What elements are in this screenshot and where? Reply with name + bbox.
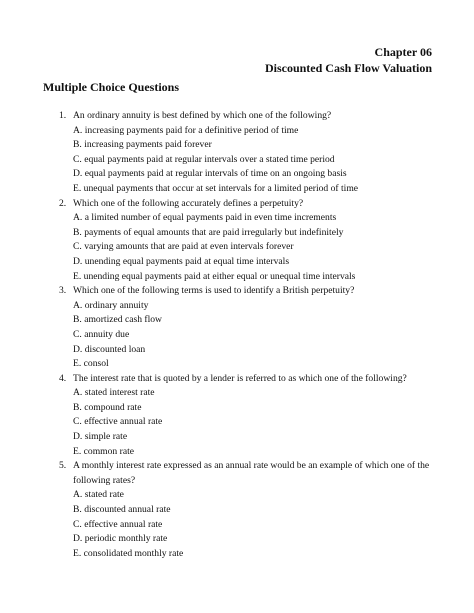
answer-option: B. discounted annual rate: [73, 504, 171, 516]
question-5: [43, 459, 443, 561]
answer-option: C. annuity due: [73, 328, 130, 340]
answer-option: D. periodic monthly rate: [73, 533, 168, 545]
answer-option: D. unending equal payments paid at equal time intervals: [73, 255, 290, 267]
question-text: Which one of the following terms is used to identify a British perpetuity?: [73, 285, 355, 297]
answer-option: A. increasing payments paid for a definitive period of time: [73, 124, 299, 136]
answer-option: B. compound rate: [73, 401, 142, 413]
answer-option: E. unequal payments that occur at set intervals for a limited period of time: [73, 182, 359, 194]
question-number: 4.: [59, 372, 67, 384]
question-list: [43, 109, 443, 561]
section-title: Multiple Choice Questions: [43, 80, 180, 94]
answer-option: C. effective annual rate: [73, 416, 163, 428]
question-1: [43, 109, 443, 197]
answer-option: C. varying amounts that are paid at even intervals forever: [73, 241, 294, 253]
question-number: 3.: [59, 285, 67, 297]
answer-option: E. consolidated monthly rate: [73, 547, 184, 559]
chapter-title: Discounted Cash Flow Valuation: [264, 61, 432, 75]
answer-option: B. increasing payments paid forever: [73, 139, 212, 151]
question-number: 2.: [59, 197, 67, 209]
question-text: The interest rate that is quoted by a lender is referred to as which one of the following?: [73, 372, 407, 384]
chapter-number: Chapter 06: [374, 45, 432, 59]
question-number: 5.: [59, 460, 67, 472]
answer-option: E. consol: [73, 358, 109, 370]
question-text: An ordinary annuity is best defined by which one of the following?: [73, 110, 332, 121]
question-text: Which one of the following accurately defines a perpetuity?: [73, 197, 304, 209]
answer-option: B. amortized cash flow: [73, 314, 162, 326]
answer-option: D. discounted loan: [73, 343, 146, 355]
answer-option: A. a limited number of equal payments paid in even time increments: [73, 212, 337, 224]
question-number: 1.: [59, 110, 67, 121]
question-4: [43, 372, 443, 460]
answer-option: C. equal payments paid at regular intervals over a stated time period: [73, 153, 335, 165]
answer-option: C. effective annual rate: [73, 518, 163, 530]
chapter-header: [265, 44, 432, 76]
answer-option: E. common rate: [73, 445, 135, 457]
question-text: A monthly interest rate expressed as an annual rate would be an example of which one of the following rates?: [73, 460, 430, 486]
answer-option: E. unending equal payments paid at either equal or unequal time intervals: [73, 270, 356, 282]
answer-option: B. payments of equal amounts that are paid irregularly but indefinitely: [73, 226, 344, 238]
question-2: [43, 197, 443, 285]
answer-option: A. ordinary annuity: [73, 299, 149, 311]
answer-option: A. stated interest rate: [73, 387, 155, 399]
answer-option: D. equal payments paid at regular intervals of time on an ongoing basis: [73, 168, 347, 180]
question-3: [43, 284, 443, 372]
answer-option: D. simple rate: [73, 431, 128, 443]
answer-option: A. stated rate: [73, 489, 124, 501]
